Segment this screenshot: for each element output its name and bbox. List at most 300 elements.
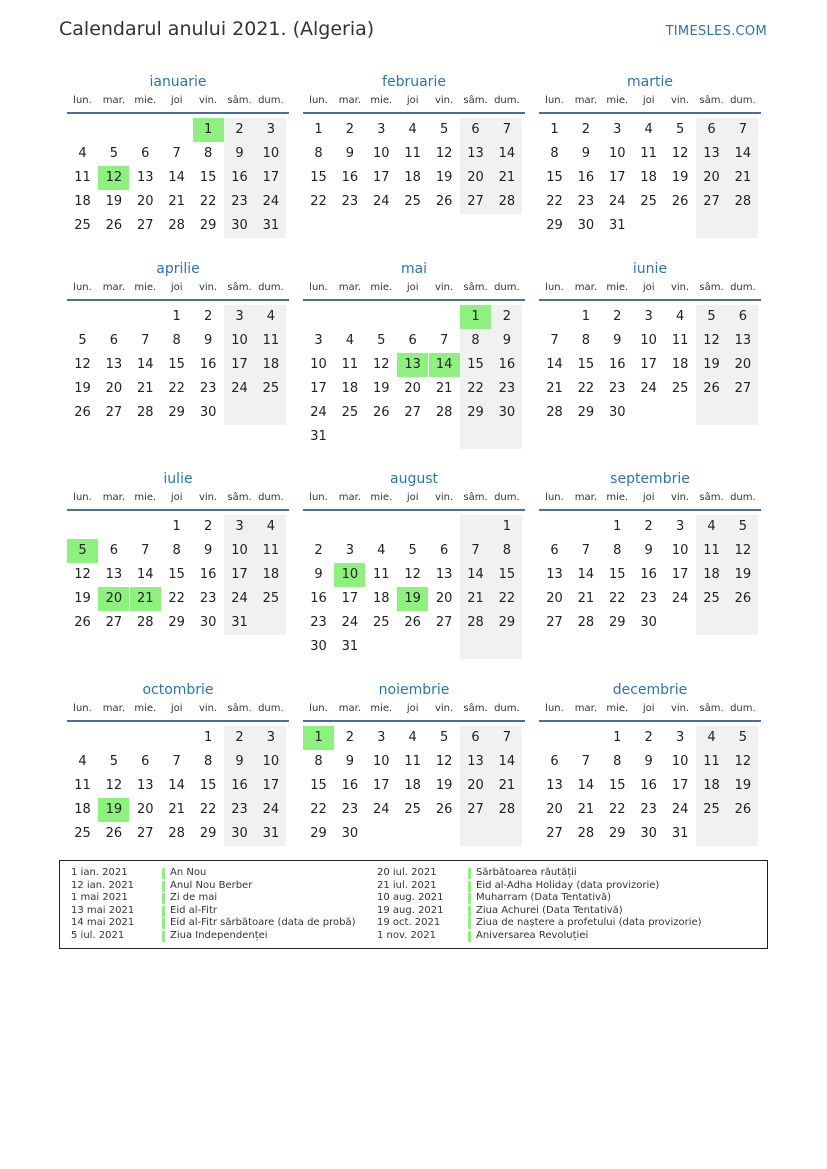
day-cell: 28 [137, 405, 154, 420]
weekend-cell [460, 425, 491, 449]
legend-holiday-name: Eid al-Adha Holiday (data provizorie) [476, 879, 660, 891]
brand-link[interactable]: TIMESLES.COM [665, 24, 767, 39]
weekend-cell [696, 401, 727, 425]
weekday-label: lun. [73, 282, 92, 293]
day-cell: 25 [255, 587, 286, 611]
legend-date: 13 mai 2021 [71, 904, 135, 916]
legend-color-marker [162, 918, 165, 929]
day-cell: 11 [373, 567, 390, 582]
day-cell: 13 [460, 750, 491, 774]
day-cell: 16 [224, 774, 255, 798]
day-cell: 26 [373, 405, 390, 420]
month-octombrie [67, 680, 289, 841]
day-cell: 1 [613, 730, 622, 745]
weekday-label: joi [642, 703, 655, 714]
weekday-label: lun. [73, 95, 92, 106]
day-cell: 2 [644, 519, 653, 534]
day-cell: 9 [613, 333, 622, 348]
day-cell: 29 [460, 401, 491, 425]
day-cell: 7 [581, 754, 591, 769]
day-cell: 9 [644, 754, 653, 769]
weekday-label: vin. [670, 703, 690, 714]
day-cell: 24 [255, 190, 286, 214]
day-cell: 7 [581, 543, 591, 558]
weekday-label: mar. [102, 492, 126, 503]
day-cell: 11 [696, 750, 727, 774]
weekday-label: vin. [434, 282, 454, 293]
day-cell: 12 [671, 146, 689, 161]
day-cell: 27 [137, 826, 154, 841]
legend-date: 1 ian. 2021 [71, 867, 128, 878]
day-cell: 30 [609, 405, 626, 420]
day-cell: 10 [373, 146, 390, 161]
day-cell: 21 [491, 774, 522, 798]
day-cell: 22 [199, 194, 217, 209]
day-cell: 1 [314, 122, 323, 137]
day-cell: 22 [168, 381, 185, 396]
day-cell: 10 [640, 333, 657, 348]
day-cell: 21 [168, 802, 185, 817]
weekday-label: mie. [370, 95, 393, 106]
day-cell: 16 [224, 166, 255, 190]
weekday-label: mar. [102, 703, 126, 714]
day-cell: 25 [74, 826, 91, 841]
day-cell: 28 [491, 190, 522, 214]
day-cell: 6 [460, 118, 491, 142]
day-cell: 19 [373, 381, 390, 396]
day-cell: 7 [491, 726, 522, 750]
day-cell: 7 [491, 118, 522, 142]
weekend-cell [696, 611, 727, 635]
weekday-label: joi [406, 492, 419, 503]
weekday-label: mie. [134, 703, 157, 714]
weekday-label: joi [170, 492, 183, 503]
weekday-label: dum. [494, 282, 520, 293]
weekend-cell [491, 822, 522, 846]
day-cell: 22 [546, 194, 563, 209]
weekday-label: mie. [606, 492, 629, 503]
legend-holiday-name: An Nou [170, 867, 207, 878]
weekday-label: dum. [494, 703, 520, 714]
day-cell: 7 [141, 333, 150, 348]
day-cell: 3 [224, 515, 255, 539]
day-cell: 19 [435, 778, 453, 793]
day-cell: 1 [613, 519, 622, 534]
day-cell: 27 [460, 798, 491, 822]
day-cell: 16 [199, 567, 217, 582]
day-cell: 22 [310, 802, 327, 817]
day-cell: 8 [613, 543, 622, 558]
weekday-label: dum. [730, 282, 756, 293]
day-cell: 27 [137, 218, 154, 233]
holiday-day: 20 [98, 587, 129, 611]
page-title: Calendarul anului 2021. (Algeria) [59, 18, 375, 40]
day-cell: 27 [105, 615, 123, 630]
day-cell: 25 [74, 218, 91, 233]
weekday-label: vin. [670, 95, 690, 106]
day-cell: 22 [460, 377, 491, 401]
day-cell: 14 [137, 567, 154, 582]
day-cell: 29 [491, 611, 522, 635]
month-aprilie [67, 259, 289, 420]
day-cell: 7 [141, 543, 150, 558]
month-name: septembrie [610, 471, 690, 487]
day-cell: 23 [609, 381, 626, 396]
day-cell: 8 [314, 146, 323, 161]
day-cell: 7 [172, 754, 181, 769]
day-cell: 17 [640, 357, 657, 372]
day-cell: 17 [310, 381, 327, 396]
legend-holiday-name: Eid al-Fitr sărbătoare (data de probă) [170, 917, 356, 928]
day-cell: 30 [310, 639, 327, 654]
day-cell: 13 [727, 329, 758, 353]
day-cell: 21 [727, 166, 758, 190]
day-cell: 31 [255, 214, 286, 238]
day-cell: 13 [137, 170, 154, 185]
legend-holiday-name: Aniversarea Revoluției [476, 929, 589, 941]
day-cell: 30 [640, 826, 657, 841]
day-cell: 28 [491, 798, 522, 822]
day-cell: 5 [675, 122, 685, 137]
day-cell: 16 [199, 357, 217, 372]
weekday-label: mar. [574, 282, 598, 293]
legend-date: 19 aug. 2021 [377, 904, 444, 916]
day-cell: 6 [109, 333, 119, 348]
day-cell: 22 [491, 587, 522, 611]
month-martie [539, 72, 761, 233]
weekday-label: sâm. [227, 282, 252, 293]
weekday-label: sâm. [699, 492, 724, 503]
day-cell: 7 [460, 539, 491, 563]
day-cell: 6 [460, 726, 491, 750]
day-cell: 6 [141, 754, 150, 769]
day-cell: 31 [341, 639, 359, 654]
weekend-cell [491, 425, 522, 449]
day-cell: 11 [404, 754, 421, 769]
day-cell: 2 [314, 543, 323, 558]
weekend-cell [255, 401, 286, 425]
day-cell: 14 [168, 778, 185, 793]
day-cell: 2 [345, 122, 355, 137]
day-cell: 18 [671, 357, 689, 372]
day-cell: 16 [640, 778, 657, 793]
weekday-label: joi [642, 95, 655, 106]
weekday-header [67, 92, 289, 114]
holiday-day: 12 [98, 166, 129, 190]
holiday-day: 19 [98, 798, 129, 822]
day-cell: 6 [141, 146, 150, 161]
day-cell: 29 [577, 405, 595, 420]
day-cell: 17 [609, 170, 626, 185]
weekday-label: mie. [370, 282, 393, 293]
day-cell: 10 [224, 329, 255, 353]
weekend-cell [696, 822, 727, 846]
day-cell: 10 [310, 357, 327, 372]
day-cell: 2 [203, 309, 213, 324]
day-cell: 14 [491, 142, 522, 166]
weekday-header [67, 700, 289, 722]
day-cell: 9 [345, 754, 355, 769]
day-cell: 17 [373, 778, 390, 793]
day-cell: 9 [203, 333, 213, 348]
day-cell: 5 [727, 515, 758, 539]
legend-holiday-name: Ziua Achurei (Data Tentativă) [476, 904, 623, 916]
day-cell: 19 [74, 381, 91, 396]
day-cell: 18 [255, 353, 286, 377]
weekday-label: mar. [338, 703, 362, 714]
day-cell: 20 [137, 194, 154, 209]
weekend-cell [696, 214, 727, 238]
day-cell: 26 [74, 405, 91, 420]
day-cell: 22 [609, 591, 626, 606]
legend-color-marker [468, 931, 471, 942]
legend-holiday-name: Anul Nou Berber [170, 879, 253, 891]
day-cell: 1 [203, 730, 213, 745]
day-cell: 5 [408, 543, 417, 558]
day-cell: 26 [671, 194, 689, 209]
day-cell: 2 [491, 305, 522, 329]
legend-holiday-name: Eid al-Fitr [170, 904, 217, 916]
weekday-label: mie. [370, 703, 393, 714]
weekday-label: vin. [434, 95, 454, 106]
day-cell: 14 [137, 357, 154, 372]
month-august [303, 469, 525, 654]
day-cell: 3 [675, 519, 685, 534]
day-cell: 16 [310, 591, 327, 606]
day-cell: 9 [345, 146, 355, 161]
day-cell: 16 [341, 778, 359, 793]
weekday-label: vin. [670, 282, 690, 293]
holiday-day: 1 [460, 305, 491, 329]
weekday-label: vin. [198, 492, 218, 503]
day-cell: 26 [105, 218, 123, 233]
day-cell: 19 [105, 194, 123, 209]
day-cell: 10 [609, 146, 626, 161]
day-cell: 24 [671, 591, 689, 606]
day-cell: 18 [640, 170, 657, 185]
weekday-label: lun. [545, 703, 564, 714]
day-cell: 20 [696, 166, 727, 190]
day-cell: 18 [404, 170, 421, 185]
day-cell: 5 [78, 333, 87, 348]
month-name: octombrie [142, 682, 214, 698]
weekday-label: mar. [102, 282, 126, 293]
day-cell: 11 [255, 329, 286, 353]
day-cell: 15 [168, 567, 185, 582]
day-cell: 29 [546, 218, 563, 233]
day-cell: 30 [224, 214, 255, 238]
weekday-label: lun. [309, 95, 328, 106]
day-cell: 23 [341, 802, 359, 817]
weekday-label: sâm. [699, 282, 724, 293]
day-cell: 4 [696, 515, 727, 539]
day-cell: 20 [546, 802, 563, 817]
month-februarie [303, 72, 525, 209]
weekday-label: sâm. [463, 95, 488, 106]
day-cell: 31 [671, 826, 689, 841]
day-cell: 19 [74, 591, 91, 606]
day-cell: 29 [310, 826, 327, 841]
day-cell: 22 [310, 194, 327, 209]
day-cell: 4 [78, 146, 87, 161]
day-cell: 23 [640, 802, 657, 817]
weekend-cell [255, 611, 286, 635]
day-cell: 8 [581, 333, 591, 348]
weekday-label: lun. [545, 492, 564, 503]
day-cell: 23 [224, 190, 255, 214]
day-cell: 21 [577, 591, 595, 606]
weekday-label: mie. [134, 95, 157, 106]
legend-holiday-name: Muharram (Data Tentativă) [476, 892, 612, 903]
weekday-label: lun. [309, 282, 328, 293]
day-cell: 8 [172, 543, 181, 558]
day-cell: 11 [696, 539, 727, 563]
day-cell: 4 [78, 754, 87, 769]
legend-color-marker [468, 881, 471, 892]
month-decembrie [539, 680, 761, 841]
day-cell: 27 [404, 405, 421, 420]
day-cell: 3 [255, 118, 286, 142]
day-cell: 17 [671, 778, 689, 793]
day-cell: 10 [255, 750, 286, 774]
weekday-label: vin. [434, 703, 454, 714]
weekday-label: sâm. [463, 703, 488, 714]
day-cell: 15 [577, 357, 595, 372]
weekday-label: dum. [258, 492, 284, 503]
day-cell: 11 [640, 146, 657, 161]
month-mai [303, 259, 525, 444]
day-cell: 1 [581, 309, 591, 324]
day-cell: 15 [310, 778, 327, 793]
weekday-label: lun. [545, 282, 564, 293]
day-cell: 24 [609, 194, 626, 209]
day-cell: 16 [491, 353, 522, 377]
day-cell: 21 [491, 166, 522, 190]
day-cell: 8 [460, 329, 491, 353]
legend-date: 1 mai 2021 [71, 892, 128, 903]
holiday-day: 14 [429, 353, 460, 377]
day-cell: 3 [224, 305, 255, 329]
day-cell: 20 [137, 802, 154, 817]
day-cell: 17 [671, 567, 689, 582]
day-cell: 17 [255, 774, 286, 798]
day-cell: 28 [546, 405, 563, 420]
day-cell: 17 [224, 353, 255, 377]
day-cell: 25 [373, 615, 390, 630]
day-cell: 22 [577, 381, 595, 396]
weekday-header [539, 489, 761, 511]
weekday-label: dum. [258, 282, 284, 293]
weekday-label: dum. [258, 95, 284, 106]
day-cell: 24 [373, 194, 390, 209]
day-cell: 25 [696, 587, 727, 611]
day-cell: 6 [550, 543, 559, 558]
weekday-header [539, 700, 761, 722]
day-cell: 21 [137, 381, 154, 396]
day-cell: 3 [377, 122, 386, 137]
day-cell: 30 [640, 615, 657, 630]
day-cell: 11 [255, 539, 286, 563]
day-cell: 17 [224, 563, 255, 587]
day-cell: 29 [199, 218, 217, 233]
day-cell: 8 [203, 146, 213, 161]
day-cell: 21 [168, 194, 185, 209]
day-cell: 14 [727, 142, 758, 166]
holiday-day: 1 [303, 726, 334, 750]
day-cell: 13 [546, 778, 563, 793]
day-cell: 19 [671, 170, 689, 185]
weekday-label: sâm. [227, 703, 252, 714]
weekday-label: dum. [730, 95, 756, 106]
day-cell: 13 [460, 142, 491, 166]
day-cell: 29 [168, 615, 185, 630]
day-cell: 23 [310, 615, 327, 630]
day-cell: 20 [546, 591, 563, 606]
day-cell: 12 [727, 750, 758, 774]
day-cell: 9 [644, 543, 653, 558]
holiday-legend [59, 860, 768, 949]
day-cell: 12 [373, 357, 390, 372]
day-cell: 30 [491, 401, 522, 425]
weekday-header [539, 92, 761, 114]
weekday-label: mar. [574, 703, 598, 714]
holiday-day: 1 [193, 118, 224, 142]
day-cell: 16 [609, 357, 626, 372]
weekday-label: mar. [338, 95, 362, 106]
month-ianuarie [67, 72, 289, 233]
legend-holiday-name: Ziua de naștere a profetului (data provizorie) [476, 917, 702, 928]
legend-color-marker [162, 893, 165, 904]
weekday-label: mar. [338, 282, 362, 293]
day-cell: 21 [435, 381, 453, 396]
legend-color-marker [162, 931, 165, 942]
legend-date: 21 iul. 2021 [377, 879, 437, 891]
day-cell: 26 [435, 194, 453, 209]
day-cell: 24 [671, 802, 689, 817]
day-cell: 12 [74, 357, 91, 372]
month-name: martie [627, 74, 673, 90]
legend-color-marker [468, 918, 471, 929]
weekday-label: lun. [309, 703, 328, 714]
day-cell: 9 [491, 329, 522, 353]
legend-date: 10 aug. 2021 [377, 892, 444, 903]
day-cell: 12 [105, 778, 123, 793]
day-cell: 25 [671, 381, 689, 396]
day-cell: 5 [696, 305, 727, 329]
day-cell: 31 [224, 611, 255, 635]
day-cell: 20 [460, 166, 491, 190]
weekday-label: mie. [370, 492, 393, 503]
day-cell: 5 [439, 122, 449, 137]
day-cell: 5 [377, 333, 386, 348]
day-cell: 17 [373, 170, 390, 185]
weekday-header [303, 489, 525, 511]
legend-color-marker [162, 906, 165, 917]
day-cell: 21 [577, 802, 595, 817]
weekday-label: joi [170, 95, 183, 106]
day-cell: 18 [74, 194, 91, 209]
day-cell: 20 [404, 381, 421, 396]
legend-color-marker [162, 881, 165, 892]
day-cell: 24 [640, 381, 657, 396]
day-cell: 8 [314, 754, 323, 769]
day-cell: 20 [105, 381, 123, 396]
day-cell: 15 [310, 170, 327, 185]
day-cell: 6 [727, 305, 758, 329]
day-cell: 7 [439, 333, 449, 348]
weekday-label: dum. [494, 95, 520, 106]
day-cell: 28 [577, 826, 595, 841]
